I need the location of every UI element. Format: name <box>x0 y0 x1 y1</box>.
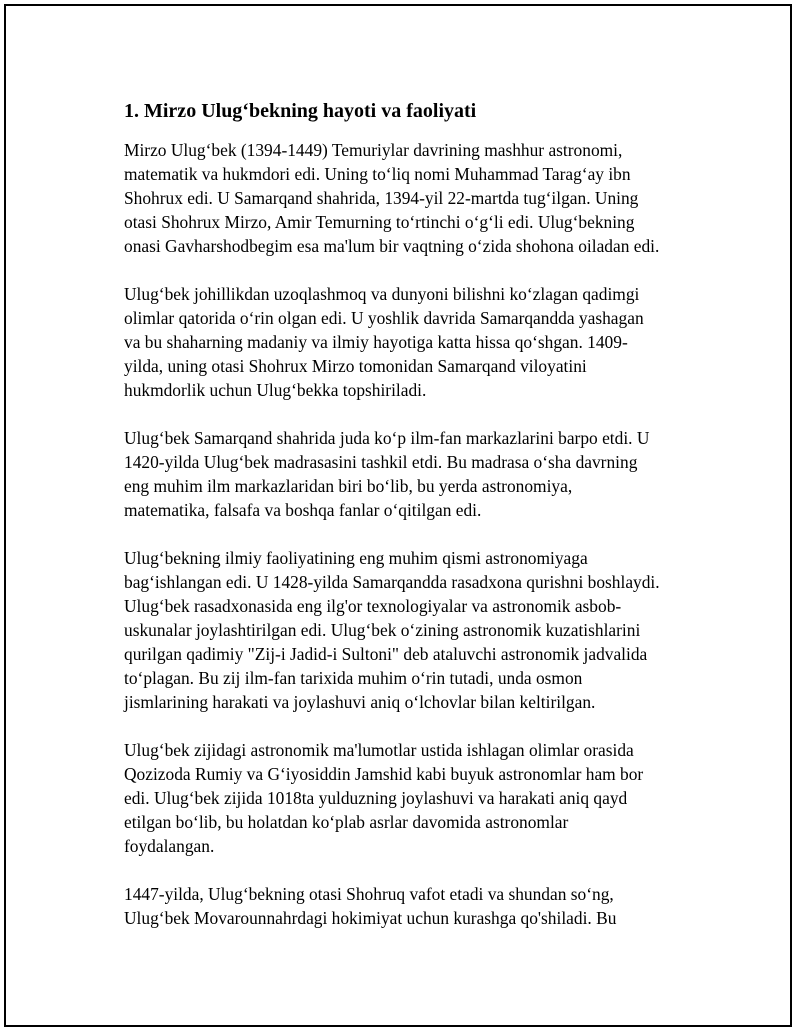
paragraph-line: Ulug‘bekning ilmiy faoliyatining eng muhim qismi astronomiyaga <box>124 548 588 568</box>
paragraph-line: 1420-yilda Ulug‘bek madrasasini tashkil etdi. Bu madrasa o‘sha davrning <box>124 452 638 472</box>
paragraph <box>124 882 724 930</box>
paragraph-line: hukmdorlik uchun Ulug‘bekka topshiriladi. <box>124 380 427 400</box>
paragraph-line: edi. Ulug‘bek zijida 1018ta yulduzning joylashuvi va harakati aniq qayd <box>124 788 628 808</box>
paragraph-line: onasi Gavharshodbegim esa ma'lum bir vaqtning o‘zida shohona oiladan edi. <box>124 236 660 256</box>
paragraph-line: matematika, falsafa va boshqa fanlar o‘qitilgan edi. <box>124 500 482 520</box>
paragraph-line: Ulug‘bek Movarounnahrdagi hokimiyat uchun kurashga qo'shiladi. Bu <box>124 908 617 928</box>
paragraph <box>124 426 724 522</box>
paragraph-line: Ulug‘bek rasadxonasida eng ilg'or texnologiyalar va astronomik asbob- <box>124 596 622 616</box>
section-heading: 1. Mirzo Ulug‘bekning hayoti va faoliyati <box>124 100 477 122</box>
paragraph-line: otasi Shohrux Mirzo, Amir Temurning to‘rtinchi o‘g‘li edi. Ulug‘bekning <box>124 212 635 232</box>
paragraph-line: va bu shaharning madaniy va ilmiy hayotiga katta hissa qo‘shgan. 1409- <box>124 332 628 352</box>
paragraph-line: matematik va hukmdori edi. Uning to‘liq nomi Muhammad Tarag‘ay ibn <box>124 164 631 184</box>
paragraph-line: foydalangan. <box>124 836 215 856</box>
paragraph-line: 1447-yilda, Ulug‘bekning otasi Shohruq vafot etadi va shundan so‘ng, <box>124 884 614 904</box>
paragraph-line: jismlarining harakati va joylashuvi aniq o‘lchovlar bilan keltirilgan. <box>124 692 596 712</box>
page-frame <box>4 4 792 1027</box>
paragraph-line: Ulug‘bek zijidagi astronomik ma'lumotlar ustida ishlagan olimlar orasida <box>124 740 634 760</box>
paragraph-line: Ulug‘bek johillikdan uzoqlashmoq va dunyoni bilishni ko‘zlagan qadimgi <box>124 284 640 304</box>
paragraph-line: yilda, uning otasi Shohrux Mirzo tomonidan Samarqand viloyatini <box>124 356 587 376</box>
paragraph <box>124 282 724 402</box>
paragraph-line: Shohrux edi. U Samarqand shahrida, 1394-yil 22-martda tug‘ilgan. Uning <box>124 188 639 208</box>
paragraph-line: etilgan bo‘lib, bu holatdan ko‘plab asrlar davomida astronomlar <box>124 812 569 832</box>
paragraph-line: Ulug‘bek Samarqand shahrida juda ko‘p ilm-fan markazlarini barpo etdi. U <box>124 428 650 448</box>
paragraph-line: uskunalar joylashtirilgan edi. Ulug‘bek o‘zining astronomik kuzatishlarini <box>124 620 641 640</box>
paragraph-line: olimlar qatorida o‘rin olgan edi. U yoshlik davrida Samarqandda yashagan <box>124 308 644 328</box>
paragraph-list <box>124 138 724 930</box>
paragraph <box>124 138 724 258</box>
paragraph-line: eng muhim ilm markazlaridan biri bo‘lib, bu yerda astronomiya, <box>124 476 573 496</box>
paragraph-line: to‘plagan. Bu zij ilm-fan tarixida muhim o‘rin tutadi, unda osmon <box>124 668 583 688</box>
paragraph-line: Mirzo Ulug‘bek (1394-1449) Temuriylar davrining mashhur astronomi, <box>124 140 623 160</box>
paragraph <box>124 546 724 714</box>
paragraph-line: qurilgan qadimiy "Zij-i Jadid-i Sultoni" deb ataluvchi astronomik jadvalida <box>124 644 648 664</box>
paragraph-line: bag‘ishlangan edi. U 1428-yilda Samarqandda rasadxona qurishni boshlaydi. <box>124 572 660 592</box>
document-body <box>124 98 724 954</box>
paragraph <box>124 738 724 858</box>
paragraph-line: Qozizoda Rumiy va G‘iyosiddin Jamshid kabi buyuk astronomlar ham bor <box>124 764 644 784</box>
